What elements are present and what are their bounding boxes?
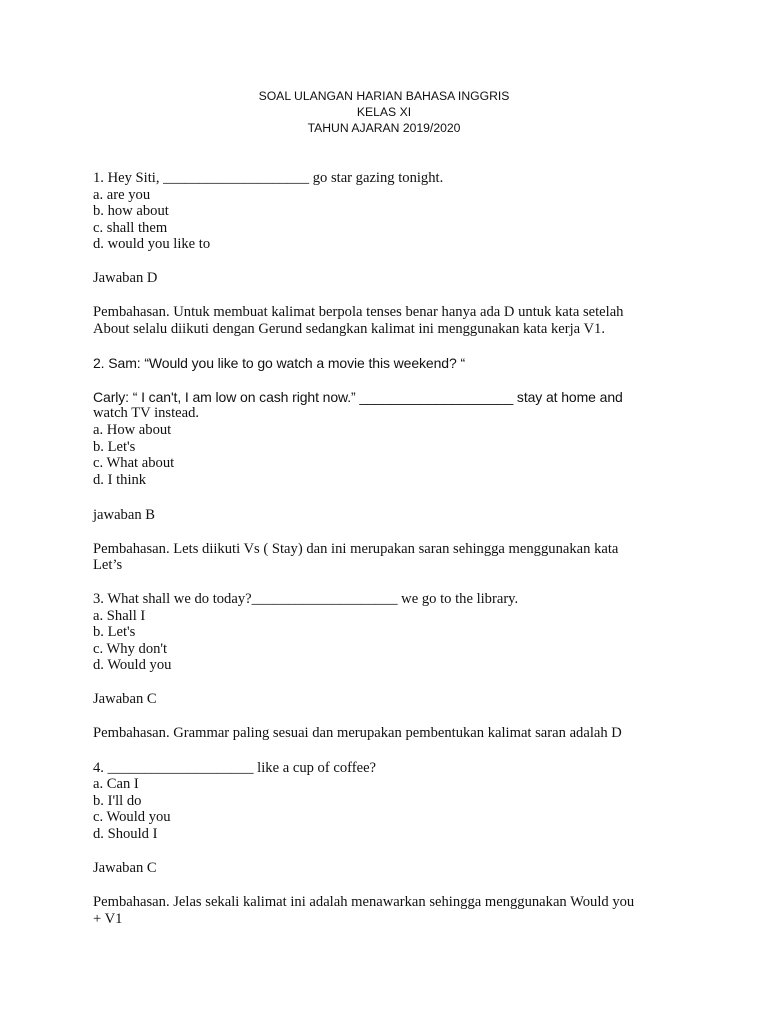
question-3-answer: Jawaban C	[93, 691, 157, 707]
question-1-option-b: b. how about	[93, 203, 169, 219]
document-class: KELAS XI	[356, 105, 412, 119]
question-1-answer: Jawaban D	[93, 270, 158, 286]
question-2-explanation-line-2: Let’s	[93, 557, 123, 573]
question-3-option-a: a. Shall I	[93, 608, 146, 624]
question-1-option-d: d. would you like to	[93, 236, 211, 252]
question-2-option-b: b. Let's	[93, 439, 136, 455]
question-4-option-c: c. Would you	[93, 809, 171, 825]
document-title: SOAL ULANGAN HARIAN BAHASA INGGRIS	[258, 89, 510, 103]
question-3-option-c: c. Why don't	[93, 641, 168, 657]
document-year: TAHUN AJARAN 2019/2020	[307, 121, 461, 135]
question-1-option-a: a. are you	[93, 187, 151, 203]
question-1-option-c: c. shall them	[93, 220, 168, 236]
question-4-option-b: b. I'll do	[93, 793, 142, 809]
question-4-explanation-line-1: Pembahasan. Jelas sekali kalimat ini adalah menawarkan sehingga menggunakan Would you	[93, 894, 635, 910]
question-4-option-a: a. Can I	[93, 776, 139, 792]
question-1-text: 1. Hey Siti, ____________________ go star gazing tonight.	[93, 170, 444, 186]
question-3-option-b: b. Let's	[93, 624, 136, 640]
question-2-option-c: c. What about	[93, 455, 175, 471]
question-1-explanation-line-2: About selalu diikuti dengan Gerund sedangkan kalimat ini menggunakan kata kerja V1.	[93, 321, 605, 337]
question-2-dialog-line-1: Carly: “ I can't, I am low on cash right now.” ____________________ stay at home and	[93, 389, 623, 405]
question-2-dialog-line-2: watch TV instead.	[93, 405, 200, 421]
question-2-option-d: d. I think	[93, 472, 147, 488]
question-1-explanation-line-1: Pembahasan. Untuk membuat kalimat berpola tenses benar hanya ada D untuk kata setelah	[93, 304, 624, 320]
question-4-explanation-line-2: + V1	[93, 911, 123, 927]
question-3-option-d: d. Would you	[93, 657, 172, 673]
question-4-option-d: d. Should I	[93, 826, 158, 842]
question-3-explanation-line-1: Pembahasan. Grammar paling sesuai dan merupakan pembentukan kalimat saran adalah D	[93, 725, 622, 741]
question-2-option-a: a. How about	[93, 422, 172, 438]
question-2-explanation-line-1: Pembahasan. Lets diikuti Vs ( Stay) dan ini merupakan saran sehingga menggunakan kata	[93, 541, 619, 557]
question-3-text: 3. What shall we do today?____________________ we go to the library.	[93, 591, 519, 607]
question-4-answer: Jawaban C	[93, 860, 157, 876]
question-2-text: 2. Sam: “Would you like to go watch a movie this weekend? “	[93, 355, 466, 371]
question-4-text: 4. ____________________ like a cup of coffee?	[93, 760, 377, 776]
question-2-answer: jawaban B	[93, 507, 156, 523]
